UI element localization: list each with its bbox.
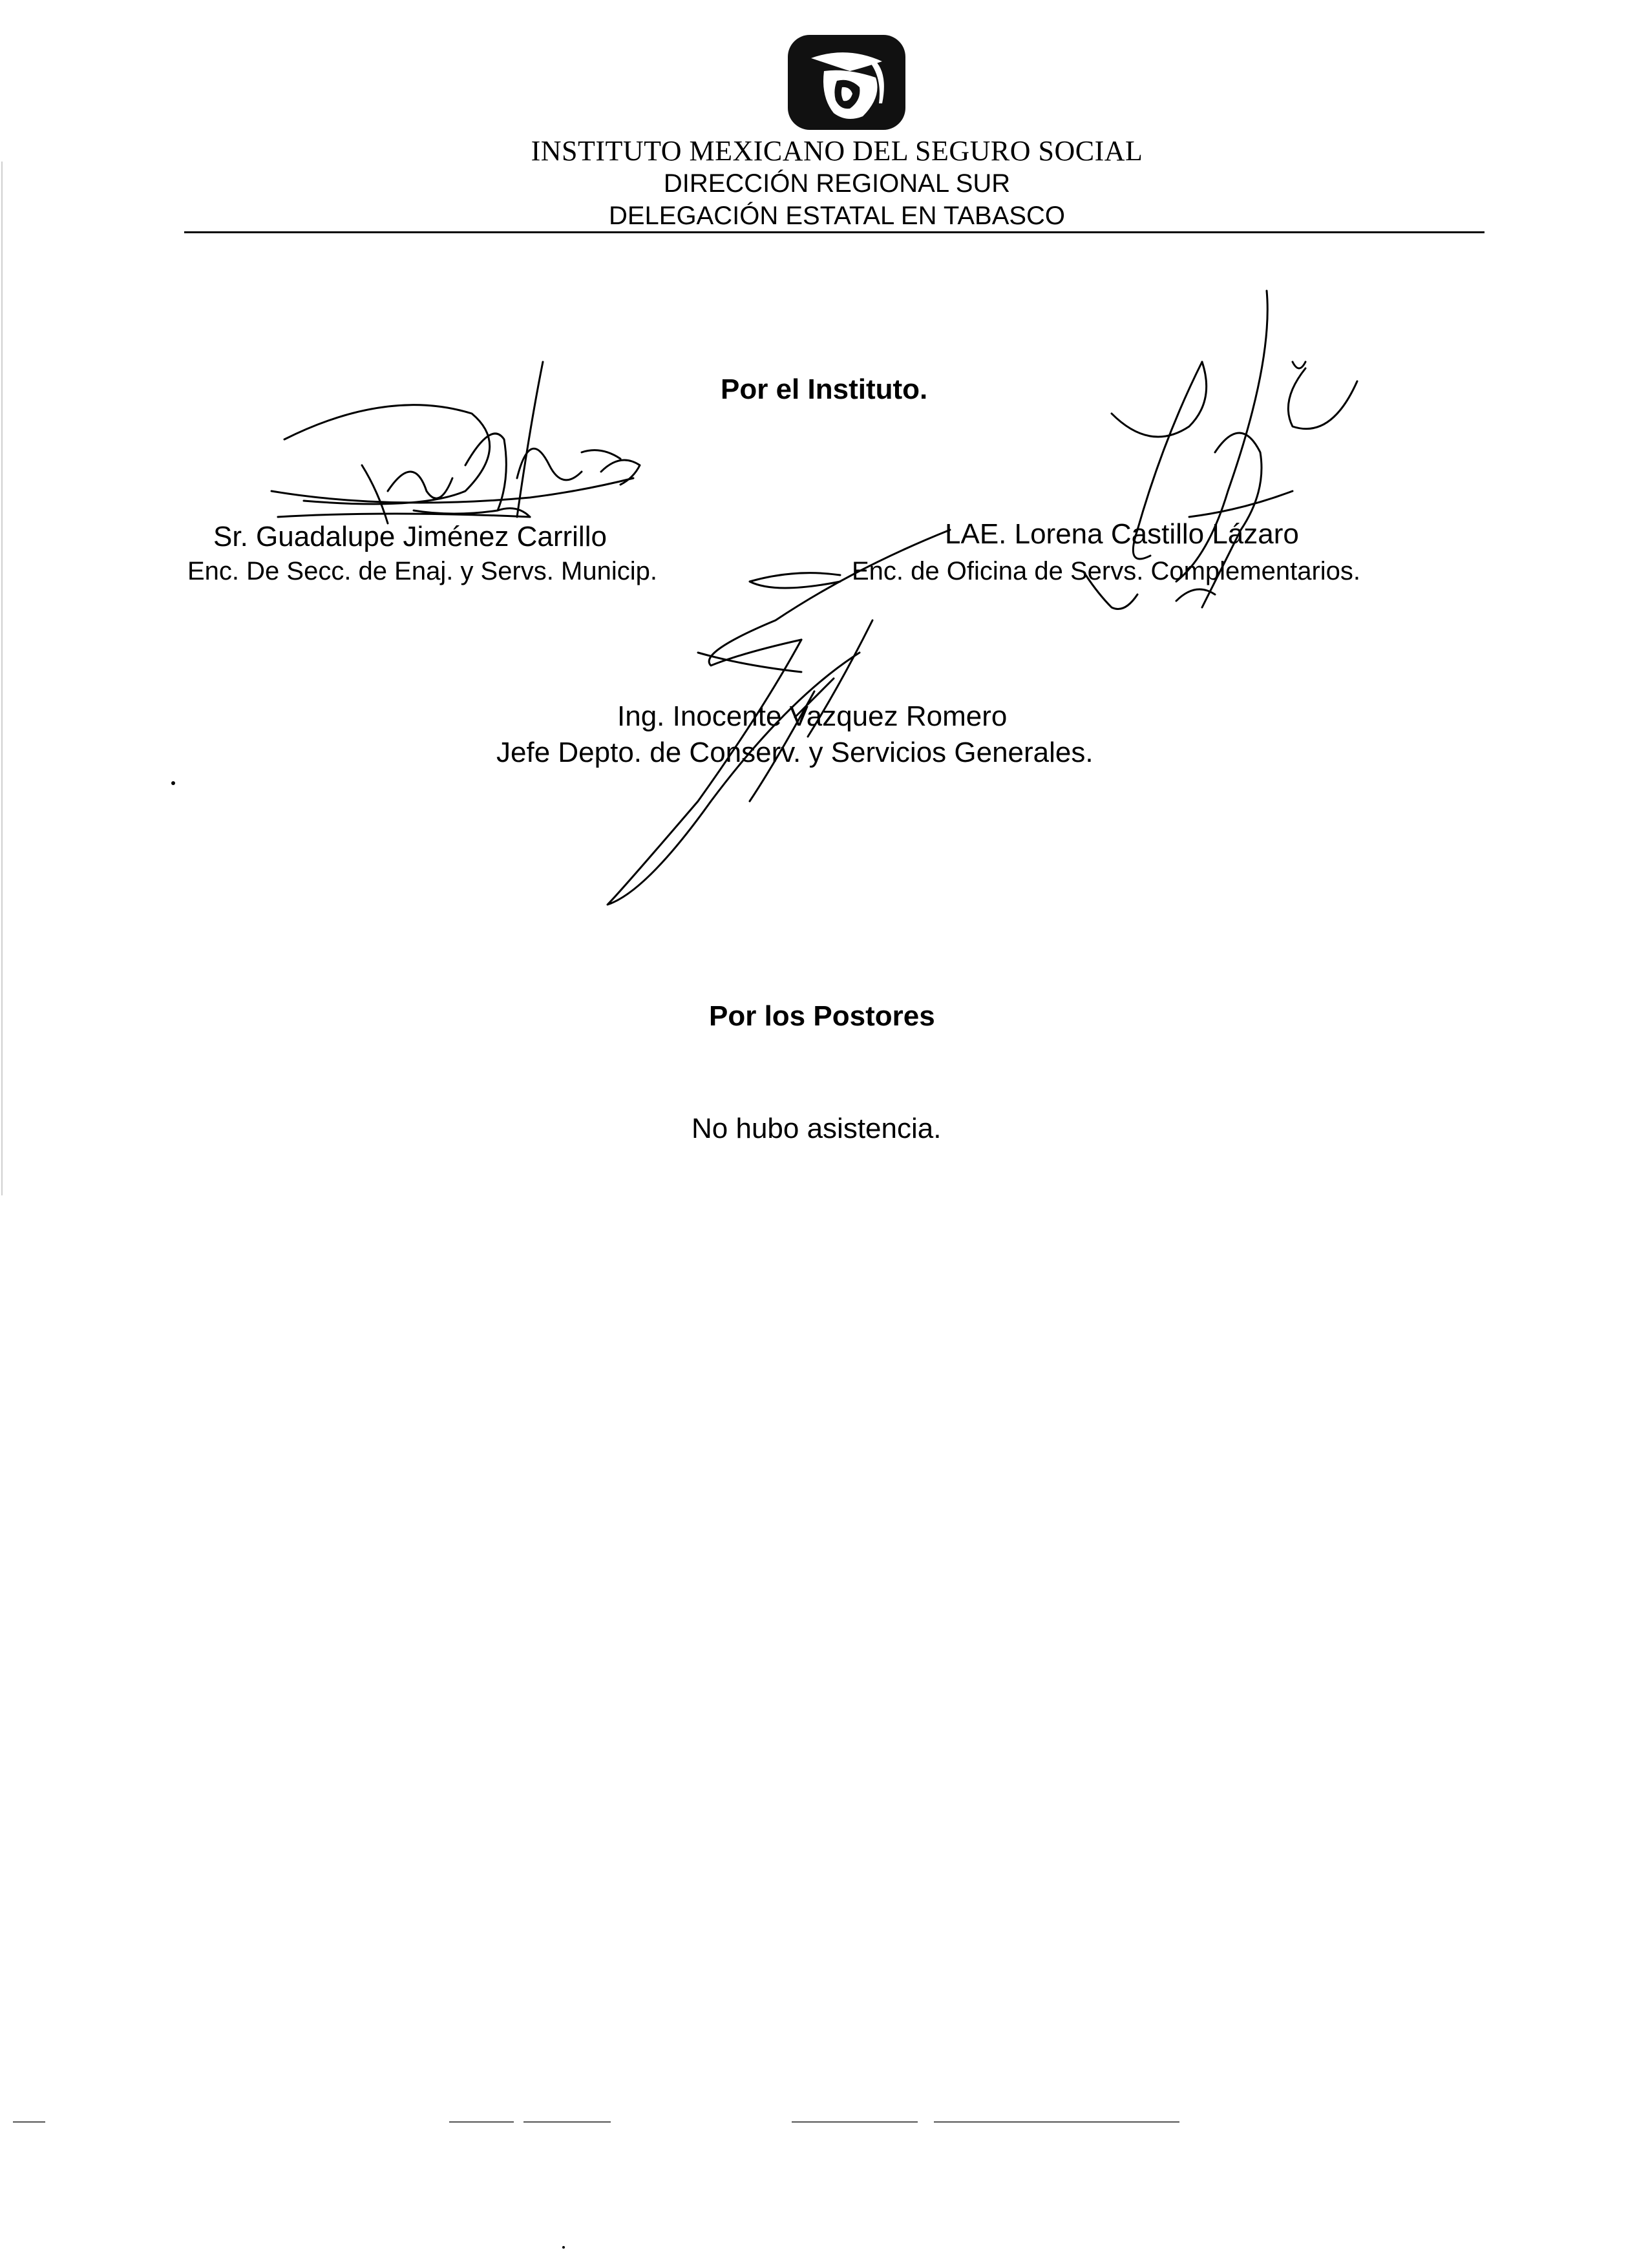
scan-line-1 xyxy=(13,2121,45,2123)
scan-line-2 xyxy=(449,2121,514,2123)
institution-name: INSTITUTO MEXICANO DEL SEGURO SOCIAL xyxy=(531,135,1143,167)
scan-line-4 xyxy=(792,2121,918,2123)
bidders-heading: Por los Postores xyxy=(709,1000,935,1032)
scan-left-edge xyxy=(1,162,3,1195)
signatory-1-name: Sr. Guadalupe Jiménez Carrillo xyxy=(213,521,607,552)
attendance-note: No hubo asistencia. xyxy=(692,1113,942,1144)
state-delegation: DELEGACIÓN ESTATAL EN TABASCO xyxy=(608,202,1066,230)
scan-line-3 xyxy=(523,2121,611,2123)
imss-logo-icon xyxy=(785,32,908,132)
signatory-3-name: Ing. Inocente Vazquez Romero xyxy=(617,700,1008,732)
signatory-1-title: Enc. De Secc. de Enaj. y Servs. Municip. xyxy=(187,557,657,585)
institute-heading: Por el Instituto. xyxy=(721,373,928,405)
signatory-3-title: Jefe Depto. de Conserv. y Servicios Generales. xyxy=(496,737,1093,768)
scan-line-5 xyxy=(934,2121,1179,2123)
signature-1 xyxy=(271,362,640,523)
header-divider xyxy=(184,231,1484,233)
signatory-2-name: LAE. Lorena Castillo Lázaro xyxy=(945,518,1299,550)
regional-direction: DIRECCIÓN REGIONAL SUR xyxy=(663,169,1011,198)
signatory-2-title: Enc. de Oficina de Servs. Complementarios. xyxy=(852,557,1361,585)
